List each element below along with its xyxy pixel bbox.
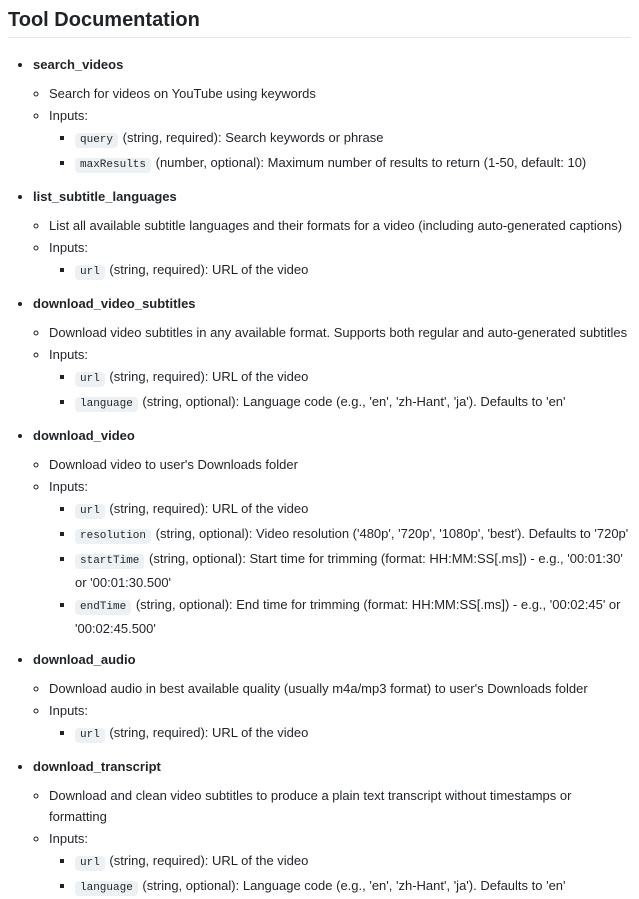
input-item [75, 259, 631, 283]
param-description: (string, optional): End time for trimming (format: HH:MM:SS[.ms]) - e.g., '00:02:45' or '00:02:45.500' [75, 597, 621, 636]
param-name: language [75, 397, 138, 412]
tool-item [33, 649, 631, 746]
inputs-label: Inputs: [49, 831, 89, 846]
tool-name: • list_subtitle_languages [33, 189, 177, 204]
tool-item [33, 186, 631, 283]
param-description: (string, required): URL of the video [105, 853, 309, 868]
param-description: (string, optional): Language code (e.g., 'en', 'zh-Hant', 'ja'). Defaults to 'en' [138, 394, 566, 409]
input-item [75, 391, 631, 415]
tool-inputs-section [49, 476, 631, 639]
param-name: url [75, 728, 105, 743]
param-name: maxResults [75, 158, 151, 173]
tool-inputs [49, 722, 631, 746]
param-name: url [75, 372, 105, 387]
tool-description: ◦ Download and clean video subtitles to produce a plain text transcript without timestamps or formatting [49, 785, 631, 827]
param-name: query [75, 133, 118, 148]
tool-details [33, 215, 631, 283]
tool-name: • download_transcript [33, 759, 161, 774]
tool-description: ◦ List all available subtitle languages and their formats for a video (including auto-generated captions) [49, 215, 631, 236]
tool-name: • download_video [33, 428, 135, 443]
param-name: url [75, 504, 105, 519]
input-item [75, 366, 631, 390]
inputs-label: Inputs: [49, 703, 89, 718]
input-item [75, 850, 631, 874]
param-description: (string, required): URL of the video [105, 369, 309, 384]
tool-name: • download_audio [33, 652, 136, 667]
input-item [75, 722, 631, 746]
tool-description: ◦ Search for videos on YouTube using keywords [49, 83, 631, 104]
tool-item [33, 293, 631, 415]
param-description: (string, required): Search keywords or phrase [119, 130, 384, 145]
tool-name: • search_videos [33, 57, 124, 72]
inputs-label: Inputs: [49, 479, 89, 494]
tool-details [33, 83, 631, 176]
param-description: (string, optional): Start time for trimming (format: HH:MM:SS[.ms]) - e.g., '00:01:30' or '00:01:30.500' [75, 551, 623, 590]
tool-description: ◦ Download video to user's Downloads folder [49, 454, 631, 475]
inputs-label: Inputs: [49, 108, 89, 123]
tool-inputs-section [49, 105, 631, 176]
input-item [75, 127, 631, 151]
param-name: language [75, 881, 138, 896]
tool-inputs [49, 259, 631, 283]
tool-inputs [49, 366, 631, 415]
tool-list [8, 54, 631, 899]
tool-description: ◦ Download video subtitles in any available format. Supports both regular and auto-generated subtitles [49, 322, 631, 343]
tool-name: • download_video_subtitles [33, 296, 196, 311]
input-item [75, 498, 631, 522]
inputs-label: Inputs: [49, 347, 89, 362]
tool-item [33, 425, 631, 639]
param-description: (string, required): URL of the video [105, 725, 309, 740]
tool-inputs-section [49, 237, 631, 283]
tool-details [33, 678, 631, 746]
input-item [75, 875, 631, 899]
param-name: url [75, 265, 105, 280]
tool-details [33, 454, 631, 639]
tool-description: ◦ Download audio in best available quality (usually m4a/mp3 format) to user's Downloads folder [49, 678, 631, 699]
input-item [75, 152, 631, 176]
input-item [75, 594, 631, 639]
param-description: (string, optional): Video resolution ('480p', '720p', '1080p', 'best'). Defaults to '720p' [152, 526, 629, 541]
param-name: startTime [75, 554, 144, 569]
tool-item [33, 54, 631, 176]
param-description: (string, required): URL of the video [105, 262, 309, 277]
page-title: Tool Documentation [8, 8, 631, 38]
param-name: endTime [75, 600, 131, 615]
tool-inputs [49, 127, 631, 176]
tool-inputs [49, 850, 631, 899]
tool-item [33, 756, 631, 899]
tool-details [33, 785, 631, 899]
param-description: (number, optional): Maximum number of results to return (1-50, default: 10) [152, 155, 587, 170]
tool-details [33, 322, 631, 415]
param-name: resolution [75, 529, 151, 544]
inputs-label: Inputs: [49, 240, 89, 255]
tool-inputs-section [49, 700, 631, 746]
param-name: url [75, 856, 105, 871]
param-description: (string, optional): Language code (e.g., 'en', 'zh-Hant', 'ja'). Defaults to 'en' [138, 878, 566, 893]
tool-inputs-section [49, 828, 631, 899]
input-item [75, 548, 631, 593]
param-description: (string, required): URL of the video [105, 501, 309, 516]
tool-inputs-section [49, 344, 631, 415]
tool-inputs [49, 498, 631, 639]
input-item [75, 523, 631, 547]
